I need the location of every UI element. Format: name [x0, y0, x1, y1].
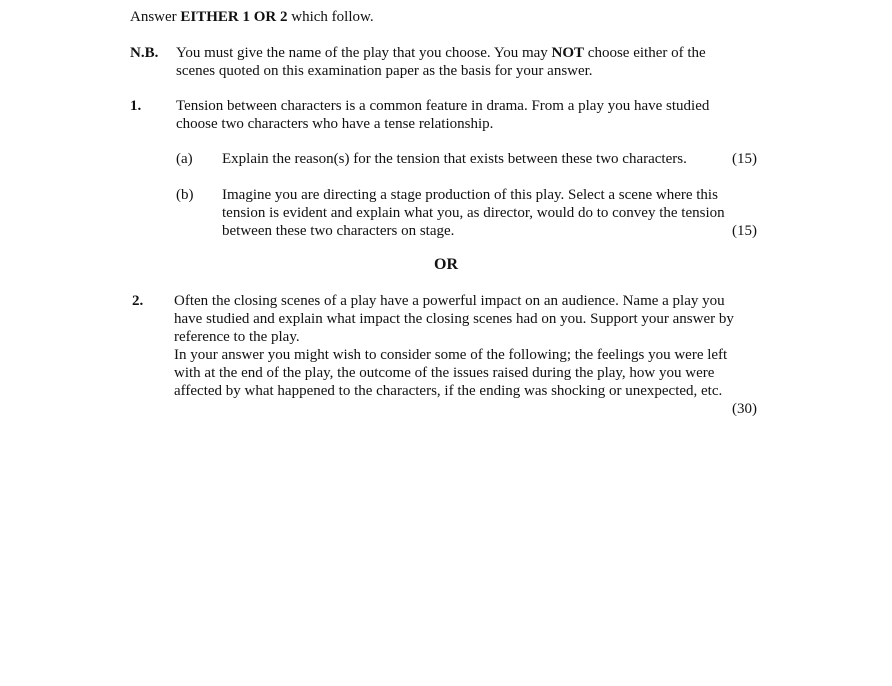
- q2-line-6: affected by what happened to the characters, if the ending was shocking or unexpected, etc.: [174, 383, 723, 399]
- nb-line-2: scenes quoted on this examination paper as the basis for your answer.: [176, 63, 593, 79]
- nb-not: NOT: [551, 45, 585, 61]
- nb-line-1-pre: You must give the name of the play that you choose. You may: [176, 45, 552, 61]
- q2-line-1: Often the closing scenes of a play have a powerful impact on an audience. Name a play you: [174, 293, 725, 309]
- instruction-pre: Answer: [130, 9, 181, 25]
- q1a-label: (a): [176, 151, 193, 167]
- q1a-marks: (15): [732, 151, 757, 167]
- q2-line-5: with at the end of the play, the outcome of the issues raised during the play, how you were: [174, 365, 715, 381]
- instruction-choice: EITHER 1 OR 2: [180, 9, 288, 25]
- q1a-text: Explain the reason(s) for the tension that exists between these two characters.: [222, 151, 687, 167]
- or-divider: OR: [434, 256, 458, 273]
- q1b-line-1: Imagine you are directing a stage production of this play. Select a scene where this: [222, 187, 718, 203]
- q1b-label: (b): [176, 187, 194, 203]
- nb-label: N.B.: [130, 45, 159, 61]
- q1b-line-2: tension is evident and explain what you, as director, would do to convey the tension: [222, 205, 725, 221]
- q2-line-4: In your answer you might wish to consider some of the following; the feelings you were left: [174, 347, 728, 363]
- q2-marks: (30): [732, 401, 757, 417]
- q1b-marks: (15): [732, 223, 757, 239]
- q2-line-3: reference to the play.: [174, 329, 300, 345]
- q1-number: 1.: [130, 98, 142, 114]
- instruction-post: which follow.: [287, 9, 374, 25]
- q2-number: 2.: [132, 293, 144, 309]
- instruction-line: [130, 8, 374, 26]
- q1-line-1: Tension between characters is a common feature in drama. From a play you have studied: [176, 98, 710, 114]
- q1b-line-3: between these two characters on stage.: [222, 223, 455, 239]
- q2-line-2: have studied and explain what impact the closing scenes had on you. Support your answer by: [174, 311, 734, 327]
- q1-line-2: choose two characters who have a tense relationship.: [176, 116, 494, 132]
- nb-line-1: [176, 44, 706, 62]
- nb-line-1-post: choose either of the: [584, 45, 706, 61]
